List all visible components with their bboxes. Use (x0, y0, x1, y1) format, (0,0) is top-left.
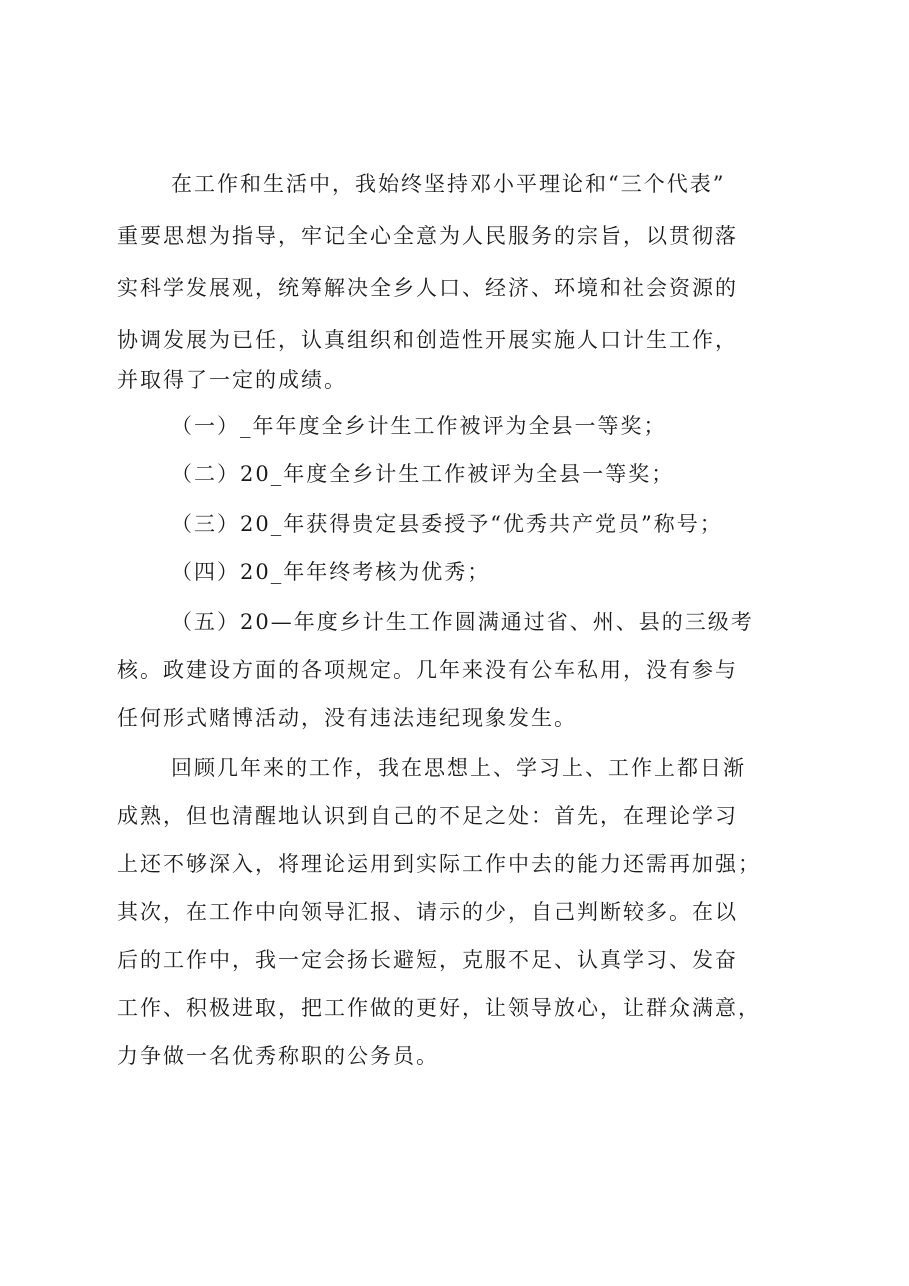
text-line: 在工作和生活中，我始终坚持邓小平理论和“三个代表” (171, 172, 726, 196)
list-item: （五）20—年度乡计生工作圆满通过省、州、县的三级考 (171, 610, 754, 634)
text-line: 核。政建设方面的各项规定。几年来没有公车私用，没有参与 (117, 658, 738, 682)
list-item: （四）20_年年终考核为优秀； (171, 560, 491, 584)
text-line: 实科学发展观，统筹解决全乡人口、经济、环境和社会资源的 (117, 276, 738, 300)
list-item: （三）20_年获得贵定县委授予“优秀共产党员”称号； (171, 512, 723, 536)
text-line: 工作、积极进取，把工作做的更好，让领导放心，让群众满意， (117, 996, 761, 1020)
text-line: 重要思想为指导，牢记全心全意为人民服务的宗旨，以贯彻落 (117, 224, 738, 248)
text-line: 任何形式赌博活动，没有违法违纪现象发生。 (117, 706, 577, 730)
text-line: 回顾几年来的工作，我在思想上、学习上、工作上都日渐 (171, 756, 746, 780)
text-line: 成熟，但也清醒地认识到自己的不足之处：首先，在理论学习 (117, 804, 738, 828)
text-line: 协调发展为已任，认真组织和创造性开展实施人口计生工作， (117, 328, 738, 352)
text-line: 其次，在工作中向领导汇报、请示的少，自己判断较多。在以 (117, 900, 738, 924)
list-item: （一）_年年度全乡计生工作被评为全县一等奖； (171, 414, 667, 438)
text-line: 后的工作中，我一定会扬长避短，克服不足、认真学习、发奋 (117, 948, 738, 972)
list-item: （二）20_年度全乡计生工作被评为全县一等奖； (171, 462, 675, 486)
text-line: 上还不够深入，将理论运用到实际工作中去的能力还需再加强； (117, 852, 761, 876)
text-line: 并取得了一定的成绩。 (117, 368, 347, 392)
text-line: 力争做一名优秀称职的公务员。 (117, 1044, 439, 1068)
